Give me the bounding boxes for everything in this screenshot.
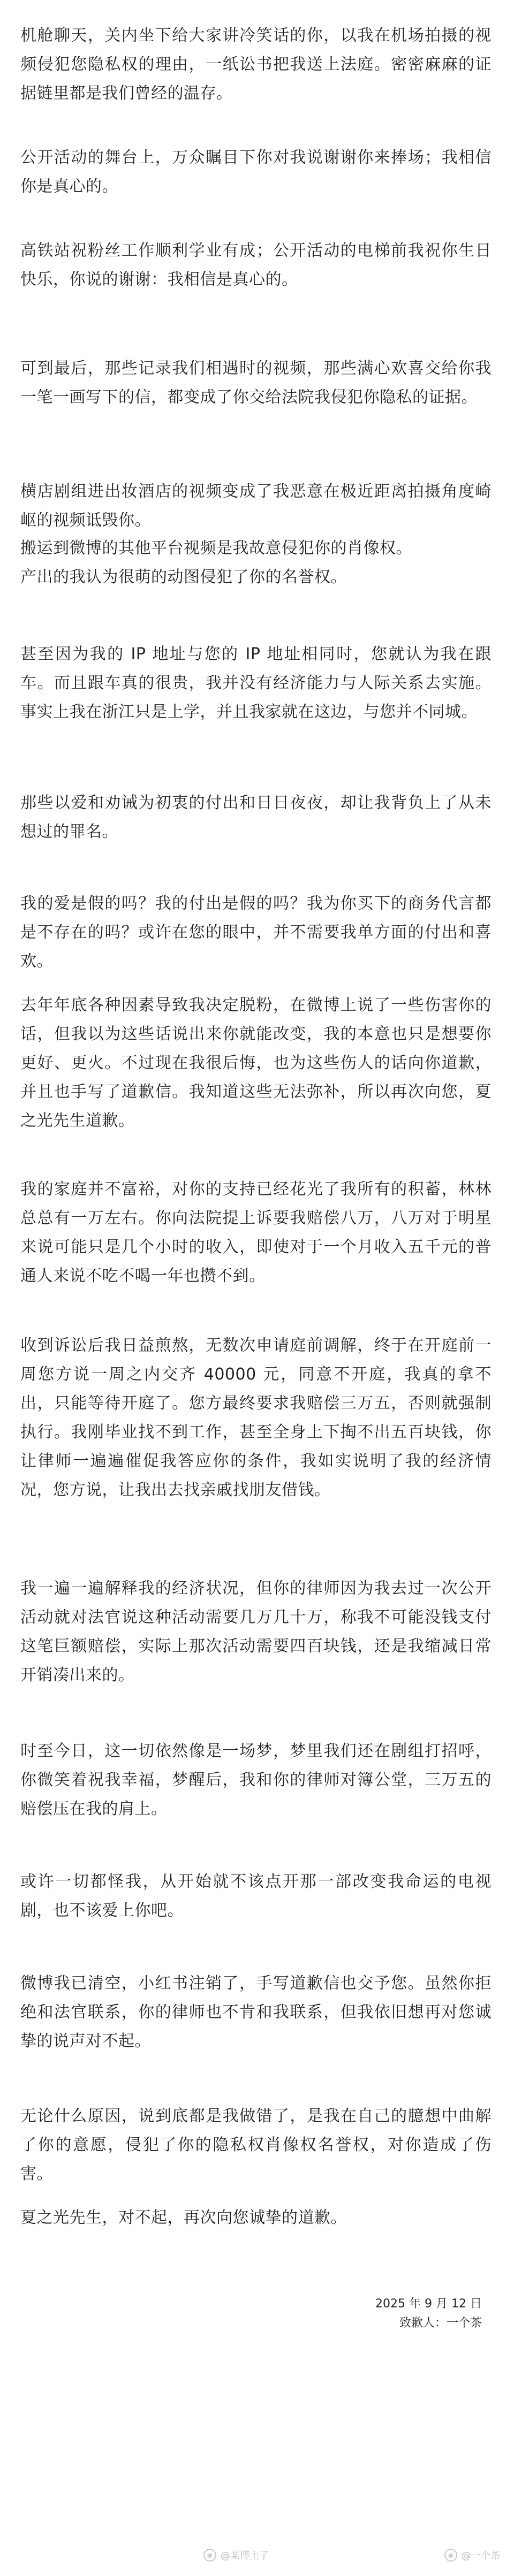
paragraph-7: 产出的我认为很萌的动图侵犯了你的名誉权。 — [20, 568, 347, 586]
paragraph-10: 我的爱是假的吗？我的付出是假的吗？我为你买下的商务代言都是不存在的吗？或许在您的眼中，并不需要我单方面的付出和喜欢。 — [20, 894, 492, 971]
paragraph-14: 我一遍一遍解释我的经济状况，但你的律师因为我去过一次公开活动就对法官说这种活动需要几万几十万，称我不可能没钱支付这笔巨额赔偿，实际上那次活动需要四百块钱，还是我缩减日常开销凑出来的。 — [20, 1579, 492, 1685]
paragraph-16: 或许一切都怪我，从开始就不该点开那一部改变我命运的电视剧，也不该爱上你吧。 — [20, 1872, 492, 1920]
paragraph-1: 机舱聊天，关内坐下给大家讲冷笑话的你，以我在机场拍摄的视频侵犯您隐私权的理由，一纸讼书把我送上法庭。密密麻麻的证据链里都是我们曾经的温存。 — [20, 26, 492, 103]
signature-date: 2025 年 9 月 12 日 — [375, 2297, 482, 2311]
watermark-right — [444, 2548, 500, 2562]
paragraph-12: 我的家庭并不富裕，对你的支持已经花光了我所有的积蓄，林林总总有一万左右。你向法院提上诉要我赔偿八万，八万对于明星来说可能只是几个小时的收入，即使对于一个月收入五千元的普通人来说不吃不喝一年也攒不到。 — [20, 1180, 492, 1285]
weibo-logo-icon: ◉ — [444, 2549, 457, 2562]
paragraph-18: 无论什么原因，说到底都是我做错了，是我在自己的臆想中曲解了你的意愿，侵犯了你的隐私权肖像权名誉权，对你造成了伤害。 — [20, 2107, 492, 2183]
paragraph-15: 时至今日，这一切依然像是一场梦，梦里我们还在剧组打招呼，你微笑着祝我幸福，梦醒后，我和你的律师对簿公堂，三万五的赔偿压在我的肩上。 — [20, 1742, 492, 1818]
signature-author: 致歉人：一个茶 — [399, 2316, 482, 2330]
paragraph-17: 微博我已清空，小红书注销了，手写道歉信也交予您。虽然你拒绝和法官联系，你的律师也不肯和我联系，但我依旧想再对您诚挚的说声对不起。 — [20, 1974, 492, 2051]
paragraph-3: 高铁站祝粉丝工作顺利学业有成；公开活动的电梯前我祝你生日快乐，你说的谢谢：我相信是真心的。 — [20, 241, 492, 289]
weibo-logo-icon: ◉ — [203, 2549, 216, 2562]
paragraph-6: 搬运到微博的其他平台视频是我故意侵犯你的肖像权。 — [20, 539, 412, 558]
paragraph-9: 那些以爱和劝诫为初衷的付出和日日夜夜，却让我背负上了从未想过的罪名。 — [20, 794, 492, 841]
watermark-left — [203, 2548, 269, 2562]
paragraph-5: 横店剧组进出妆酒店的视频变成了我恶意在极近距离拍摄角度崎岖的视频诋毁你。 — [20, 482, 492, 530]
paragraph-8: 甚至因为我的 IP 地址与您的 IP 地址相同时，您就认为我在跟车。而且跟车真的很贵，我并没有经济能力与人际关系去实施。事实上我在浙江只是上学，并且我家就在这边，与您并不同城。 — [20, 645, 492, 721]
watermark-left-text: @某博主了 — [221, 2550, 269, 2562]
paragraph-19: 夏之光先生，对不起，再次向您诚挚的道歉。 — [20, 2208, 347, 2227]
paragraph-13: 收到诉讼后我日益煎熬，无数次申请庭前调解，终于在开庭前一周您方说一周之内交齐 40000 元，同意不开庭，我真的拿不出，只能等待开庭了。您方最终要求我赔偿三万五，否则就强制执行。我刚毕业找不到工作，甚至全身上下掏不出五百块钱，你让律师一遍遍催促我答应你的条件，我如实说明了我的经济情况，您方说，让我出去找亲戚找朋友借钱。 — [20, 1336, 492, 1499]
watermark-right-text: @一个茶 — [462, 2550, 500, 2562]
paragraph-4: 可到最后，那些记录我们相遇时的视频，那些满心欢喜交给你我一笔一画写下的信，都变成了你交给法院我侵犯你隐私的证据。 — [20, 359, 492, 407]
paragraph-2: 公开活动的舞台上，万众瞩目下你对我说谢谢你来捧场；我相信你是真心的。 — [20, 148, 492, 196]
paragraph-11: 去年年底各种因素导致我决定脱粉，在微博上说了一些伤害你的话，但我以为这些话说出来你就能改变，我的本意也只是想要你更好、更火。不过现在我很后悔，也为这些伤人的话向你道歉，并且也手写了道歉信。我知道这些无法弥补，所以再次向您，夏之光先生道歉。 — [20, 996, 492, 1130]
